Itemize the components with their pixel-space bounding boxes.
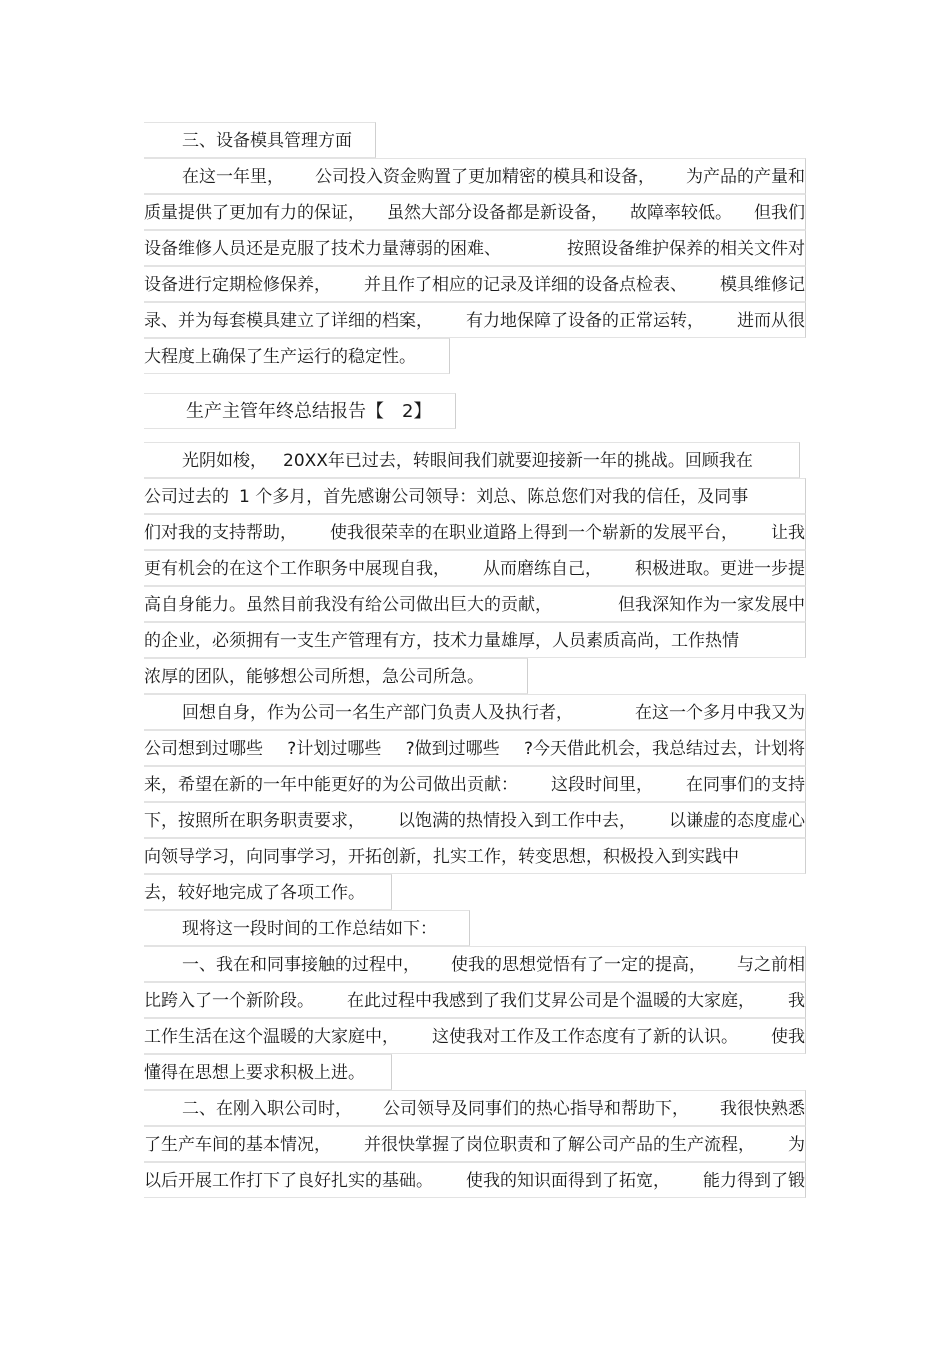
paragraph-line: 在这一年里， 公司投入资金购置了更加精密的模具和设备， 为产品的产量和 <box>144 158 806 194</box>
paragraph-line: 浓厚的团队，能够想公司所想，急公司所急。 <box>144 658 528 694</box>
paragraph-line: 回想自身，作为公司一名生产部门负责人及执行者， 在这一个多月中我又为 <box>144 694 806 730</box>
paragraph-line: 更有机会的在这个工作职务中展现自我， 从而磨练自己， 积极进取。更进一步提 <box>144 550 806 586</box>
paragraph-line: 来，希望在新的一年中能更好的为公司做出贡献： 这段时间里， 在同事们的支持 <box>144 766 806 802</box>
paragraph-line: 的企业，必须拥有一支生产管理有方，技术力量雄厚，人员素质高尚，工作热情 <box>144 622 806 658</box>
paragraph-line: 设备进行定期检修保养， 并且作了相应的记录及详细的设备点检表、 模具维修记 <box>144 266 806 302</box>
paragraph-line: 向领导学习，向同事学习，开拓创新，扎实工作，转变思想，积极投入到实践中 <box>144 838 806 874</box>
paragraph-line: 们对我的支持帮助， 使我很荣幸的在职业道路上得到一个崭新的发展平台， 让我 <box>144 514 806 550</box>
paragraph-line: 了生产车间的基本情况， 并很快掌握了岗位职责和了解公司产品的生产流程， 为 <box>144 1126 806 1162</box>
paragraph-line: 光阴如梭， 20XX年已过去，转眼间我们就要迎接新一年的挑战。回顾我在 <box>144 442 800 478</box>
paragraph-line: 录、并为每套模具建立了详细的档案， 有力地保障了设备的正常运转， 进而从很 <box>144 302 806 338</box>
paragraph-line: 二、在刚入职公司时， 公司领导及同事们的热心指导和帮助下， 我很快熟悉 <box>144 1090 806 1126</box>
paragraph-line: 工作生活在这个温暖的大家庭中， 这使我对工作及工作态度有了新的认识。 使我 <box>144 1018 806 1054</box>
paragraph-line: 懂得在思想上要求积极上进。 <box>144 1054 392 1090</box>
paragraph-line: 大程度上确保了生产运行的稳定性。 <box>144 338 450 374</box>
paragraph-line: 下，按照所在职务职责要求， 以饱满的热情投入到工作中去， 以谦虚的态度虚心 <box>144 802 806 838</box>
paragraph-line: 现将这一段时间的工作总结如下： <box>144 910 470 946</box>
section-heading: 三、设备模具管理方面 <box>144 122 376 158</box>
paragraph-line: 以后开展工作打下了良好扎实的基础。 使我的知识面得到了拓宽， 能力得到了锻 <box>144 1162 806 1198</box>
document-title: 生产主管年终总结报告【 2】 <box>144 393 456 429</box>
paragraph-line: 质量提供了更加有力的保证， 虽然大部分设备都是新设备， 故障率较低。 但我们 <box>144 194 806 230</box>
paragraph-line: 去，较好地完成了各项工作。 <box>144 874 392 910</box>
paragraph-line: 公司过去的 1 个多月，首先感谢公司领导：刘总、陈总您们对我的信任，及同事 <box>144 478 806 514</box>
paragraph-line: 设备维修人员还是克服了技术力量薄弱的困难、 按照设备维护保养的相关文件对 <box>144 230 806 266</box>
paragraph-line: 一、我在和同事接触的过程中， 使我的思想觉悟有了一定的提高， 与之前相 <box>144 946 806 982</box>
paragraph-line: 高自身能力。虽然目前我没有给公司做出巨大的贡献， 但我深知作为一家发展中 <box>144 586 806 622</box>
paragraph-line: 比跨入了一个新阶段。 在此过程中我感到了我们艾昇公司是个温暖的大家庭， 我 <box>144 982 806 1018</box>
paragraph-line: 公司想到过哪些 ?计划过哪些 ?做到过哪些 ?今天借此机会，我总结过去，计划将 <box>144 730 806 766</box>
